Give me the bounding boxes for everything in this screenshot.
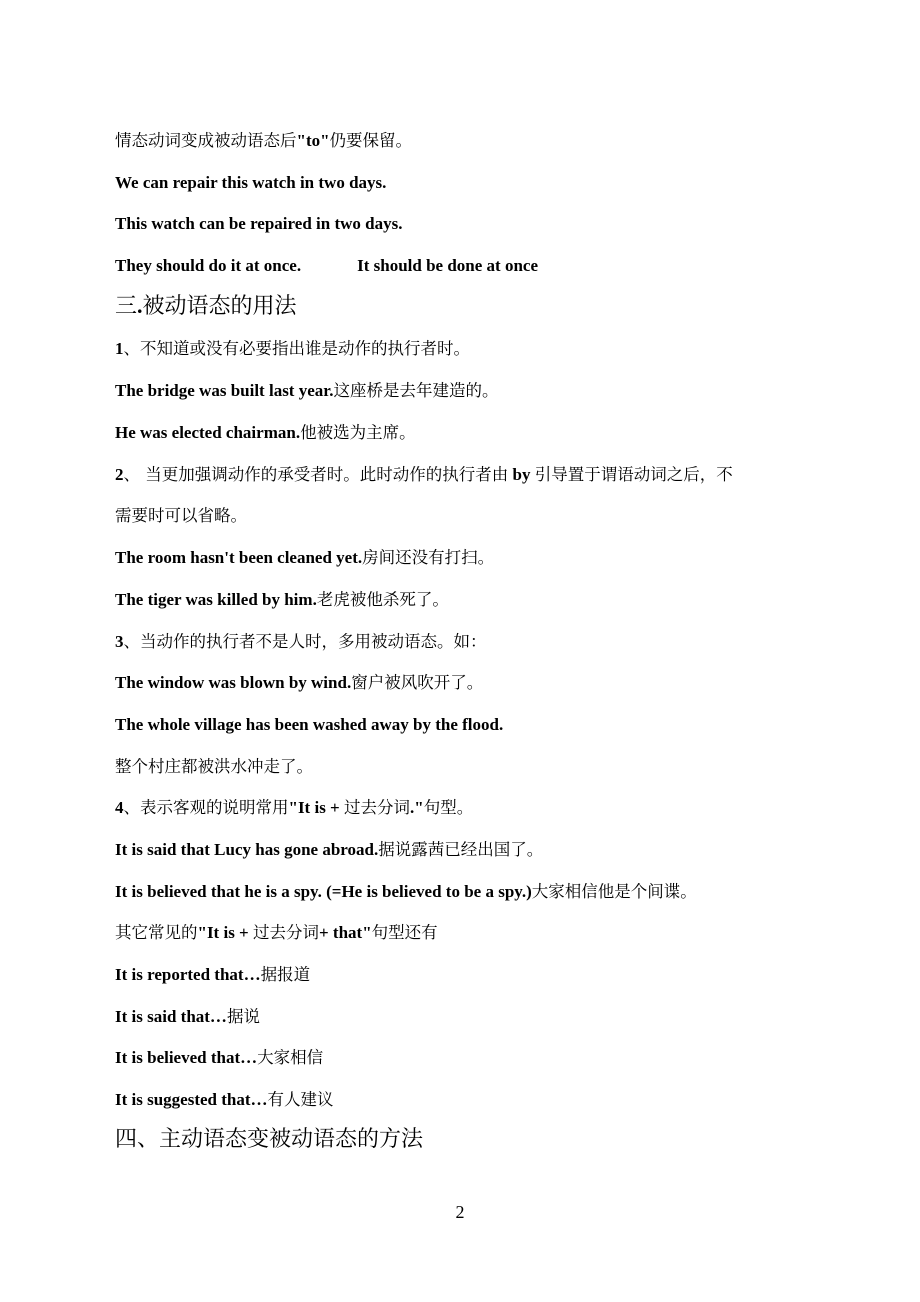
pattern-said [115,1007,260,1027]
text-segment: 句型还有 [371,923,438,942]
pattern-suggested [115,1090,334,1110]
text-segment: The room hasn't been cleaned yet. [115,548,363,567]
example-should-pair [115,256,538,276]
text-segment: 仍要保留。 [329,131,413,150]
text-segment: It is believed that he is a spy. (=He is believed to be a spy.) [115,882,532,901]
text-segment: It should be done at once [357,256,538,275]
text-segment: 过去分词 [253,923,319,942]
text-segment: 引导置于谓语动词之后，不 [534,465,733,484]
usage-point-2-continued [115,506,247,526]
text-segment: 三 [115,294,138,319]
text-segment: 、表示客观的说明常用 [123,798,289,817]
text-segment: 4 [115,798,124,817]
text-segment: 整个村庄都被洪水冲走了。 [115,757,313,776]
text-segment: . [137,293,143,318]
text-segment: "It is + [288,798,344,817]
text-segment: 被动语态的用法 [142,294,297,319]
text-segment: 1 [115,339,124,358]
text-segment: 他被选为主席。 [300,423,416,442]
example-passive-repair [115,214,402,234]
text-segment: + that" [319,923,372,942]
text-segment: We can repair this watch in two days. [115,173,387,192]
example-tiger [115,590,449,610]
common-patterns-intro [115,923,438,943]
text-segment: 老虎被他杀死了。 [316,590,449,609]
text-segment: by [508,465,535,484]
section-heading-conversion [115,1127,423,1153]
example-lucy [115,840,543,860]
text-segment: 、 当更加强调动作的承受者时。此时动作的执行者由 [123,465,509,484]
text-segment: The window was blown by wind. [115,673,352,692]
text-segment: 、不知道或没有必要指出谁是动作的执行者时。 [123,339,470,358]
text-segment: 房间还没有打扫。 [362,548,495,567]
text-segment: "It is + [197,923,253,942]
usage-point-2 [115,465,733,485]
example-window [115,673,483,693]
text-segment: 需要时可以省略。 [115,506,247,525]
pattern-believed [115,1048,323,1068]
text-segment: 这座桥是去年建造的。 [333,381,499,400]
text-segment: "to" [296,131,330,150]
text-segment: 2 [115,465,124,484]
text-segment: 句型。 [423,798,474,817]
usage-point-4 [115,798,473,818]
text-segment: 、当动作的执行者不是人时，多用被动语态。如： [123,632,487,651]
text-segment: The tiger was killed by him. [115,590,317,609]
text-segment: 据报道 [260,965,311,984]
text-segment: 过去分词 [344,798,410,817]
usage-point-1 [115,339,470,359]
text-segment: The bridge was built last year. [115,381,334,400]
text-segment: 3 [115,632,124,651]
usage-point-3 [115,632,487,652]
text-line-modal-to [115,131,412,151]
text-segment: 窗户被风吹开了。 [351,673,484,692]
text-segment: 大家相信 [257,1048,324,1067]
example-active-repair [115,173,386,193]
text-segment: It is suggested that… [115,1090,268,1109]
example-spy [115,882,697,902]
example-chairman [115,423,416,443]
text-segment: 情态动词变成被动语态后 [115,131,297,150]
text-segment: 其它常见的 [115,923,198,942]
text-segment: 据说露茜已经出国了。 [378,840,544,859]
text-segment: 据说 [226,1007,260,1026]
pattern-reported [115,965,310,985]
text-segment: It is believed that… [115,1048,258,1067]
text-segment: It is said that Lucy has gone abroad. [115,840,379,859]
text-segment: The whole village has been washed away by the flood. [115,715,504,734]
page-number: 2 [455,1202,465,1222]
example-village [115,715,503,735]
text-segment: They should do it at once. [115,256,302,275]
text-segment: 大家相信他是个间谍。 [531,882,697,901]
example-bridge [115,381,499,401]
text-segment: He was elected chairman. [115,423,301,442]
example-room [115,548,494,568]
text-segment: 有人建议 [267,1090,334,1109]
text-segment: ." [410,798,424,817]
section-heading-usage [115,293,297,320]
text-segment: This watch can be repaired in two days. [115,214,403,233]
text-segment: 四、主动语态变被动语态的方法 [115,1127,424,1152]
text-segment: It is reported that… [115,965,261,984]
example-village-translation [115,757,313,777]
text-segment: It is said that… [115,1007,227,1026]
